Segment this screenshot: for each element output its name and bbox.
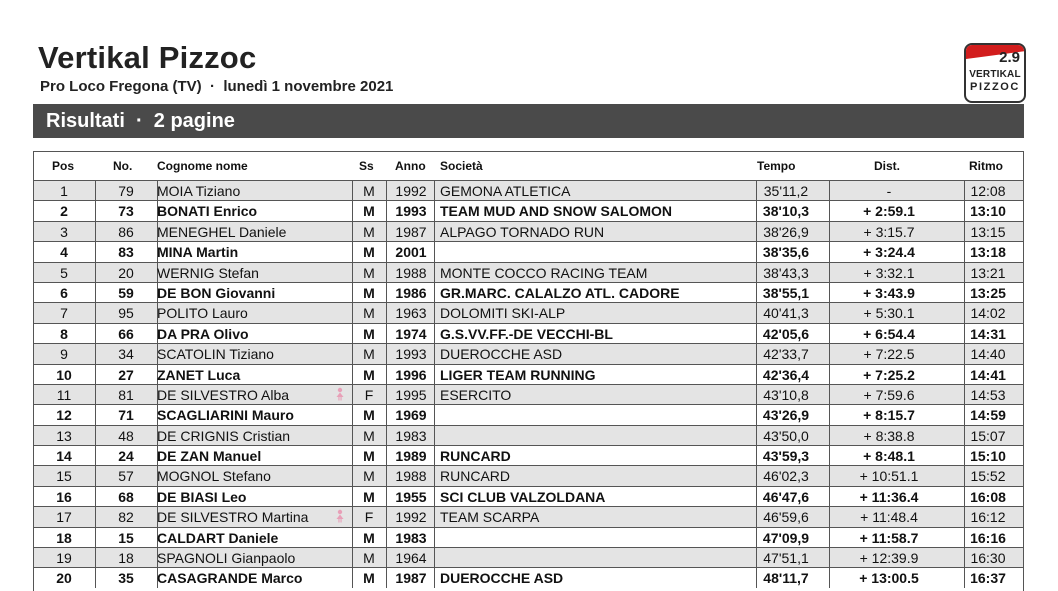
cell-gap: + 7:25.2 [863,366,915,383]
cell-sex: M [363,366,375,383]
cell-name: MENEGHEL Daniele [157,223,287,240]
cell-number: 18 [118,550,134,567]
cell-pace: 13:18 [970,244,1006,261]
cell-sex: M [363,264,375,281]
cell-year: 1983 [395,427,427,444]
col-pos: Pos [52,159,75,173]
results-table [33,151,1024,591]
cell-number: 24 [118,448,134,465]
column-divider [964,405,965,424]
table-row [34,527,1023,547]
table-row [34,445,1023,465]
column-divider [964,446,965,465]
cell-gap: + 8:38.8 [863,427,915,444]
column-divider [386,201,387,220]
column-divider [964,201,965,220]
cell-time: 43'10,8 [763,386,809,403]
cell-year: 1969 [395,407,427,424]
cell-pos: 5 [60,264,68,281]
cell-club: RUNCARD [440,468,510,485]
cell-time: 40'41,3 [763,305,809,322]
cell-number: 82 [118,509,134,526]
cell-sex: M [363,407,375,424]
table-row [34,343,1023,363]
table-row [34,465,1023,485]
column-divider [964,263,965,282]
cell-pace: 16:37 [970,570,1006,587]
cell-name: BONATI Enrico [157,203,258,220]
cell-number: 71 [118,407,134,424]
column-divider [964,466,965,485]
column-divider [434,283,435,302]
cell-pace: 15:07 [970,427,1006,444]
cell-name: SPAGNOLI Gianpaolo [157,550,296,567]
cell-pace: 14:53 [970,386,1006,403]
cell-gap: + 7:22.5 [863,346,915,363]
cell-pos: 7 [60,305,68,322]
cell-year: 1996 [395,366,427,383]
column-divider [386,344,387,363]
column-divider [964,344,965,363]
cell-number: 20 [118,264,134,281]
cell-pace: 15:10 [970,448,1006,465]
cell-pace: 16:30 [970,550,1006,567]
table-row [34,241,1023,261]
cell-year: 1987 [395,570,427,587]
cell-year: 1986 [395,284,427,301]
column-divider [386,487,387,506]
cell-sex: M [363,529,375,546]
cell-year: 1955 [395,488,427,505]
column-divider [352,426,353,445]
column-divider [352,385,353,404]
table-row [34,547,1023,567]
cell-gap: + 11:58.7 [859,529,919,546]
logo-word-vertikal: VERTIKAL [969,69,1021,80]
cell-time: 43'50,0 [763,427,809,444]
logo-word-pizzoc: PIZZOC [970,81,1020,93]
column-divider [386,283,387,302]
column-divider [352,303,353,322]
cell-gap: + 12:39.9 [859,550,919,567]
cell-gap: + 3:43.9 [863,284,915,301]
cell-gap: + 8:15.7 [863,407,915,424]
column-divider [352,568,353,587]
column-divider [386,426,387,445]
column-divider [352,528,353,547]
cell-pos: 12 [56,407,72,424]
cell-gap: + 5:30.1 [863,305,915,322]
section-bar: Risultati · 2 pagine [33,104,1024,138]
table-header [34,152,1023,180]
column-divider [434,222,435,241]
cell-year: 1988 [395,468,427,485]
cell-gap: + 6:54.4 [863,325,915,342]
cell-sex: F [364,509,374,526]
table-row [34,425,1023,445]
cell-time: 46'59,6 [763,509,809,526]
cell-club: DUEROCCHE ASD [440,346,563,363]
cell-name: WERNIG Stefan [157,264,259,281]
cell-name: MOGNOL Stefano [157,468,271,485]
cell-year: 1993 [395,203,427,220]
table-row [34,323,1023,343]
event-logo [964,43,1026,103]
cell-number: 73 [118,203,134,220]
cell-time: 35'11,2 [763,183,809,199]
cell-pos: 18 [56,529,72,546]
column-divider [964,385,965,404]
column-divider [434,487,435,506]
cell-number: 83 [118,244,134,261]
cell-pace: 16:12 [970,509,1006,526]
cell-number: 34 [118,346,134,363]
cell-year: 1987 [395,223,427,240]
cell-pos: 11 [56,386,72,403]
column-divider [386,324,387,343]
column-divider [434,324,435,343]
column-divider [964,303,965,322]
table-row [34,180,1023,200]
cell-time: 38'43,3 [763,264,809,281]
cell-name: POLITO Lauro [157,305,248,322]
cell-time: 42'33,7 [763,346,809,363]
cell-number: 95 [118,305,134,322]
col-club: Società [440,159,483,173]
column-divider [434,426,435,445]
cell-pace: 13:15 [970,223,1006,240]
cell-gap: + 13:00.5 [859,570,919,587]
cell-pos: 8 [60,325,68,342]
cell-year: 1964 [395,550,427,567]
column-divider [386,222,387,241]
cell-time: 47'51,1 [763,550,809,567]
cell-club: MONTE COCCO RACING TEAM [440,264,648,281]
cell-sex: M [363,448,375,465]
cell-pace: 12:08 [970,183,1006,199]
cell-club: LIGER TEAM RUNNING [440,366,596,383]
cell-number: 66 [118,325,134,342]
cell-gap: + 11:48.4 [860,509,918,526]
cell-club: TEAM SCARPA [440,509,540,526]
column-divider [386,446,387,465]
cell-pace: 13:25 [970,284,1006,301]
col-no: No. [113,159,133,173]
cell-name: DE CRIGNIS Cristian [157,427,291,444]
cell-number: 57 [118,468,134,485]
cell-club: GR.MARC. CALALZO ATL. CADORE [440,284,680,301]
cell-year: 1963 [395,305,427,322]
cell-pos: 1 [60,183,68,199]
cell-year: 1992 [395,183,427,199]
cell-sex: M [363,550,375,567]
cell-name: MINA Martin [157,244,239,261]
column-divider [352,242,353,261]
cell-time: 38'35,6 [762,244,810,261]
table-row [34,506,1023,526]
column-divider [964,181,965,200]
column-divider [352,222,353,241]
cell-name: DA PRA Olivo [157,325,249,342]
table-row [34,221,1023,241]
cell-pos: 14 [56,448,72,465]
column-divider [434,446,435,465]
cell-year: 1974 [395,325,427,342]
cell-time: 46'02,3 [763,468,809,485]
cell-time: 38'55,1 [762,284,810,301]
cell-name: SCAGLIARINI Mauro [157,407,294,424]
column-divider [352,181,353,200]
column-divider [434,263,435,282]
column-divider [434,181,435,200]
column-divider [964,548,965,567]
cell-gap: + 3:32.1 [863,264,915,281]
cell-time: 42'36,4 [762,366,810,383]
column-divider [386,466,387,485]
cell-gap: + 3:15.7 [863,223,915,240]
cell-pos: 17 [56,509,72,526]
table-row [34,364,1023,384]
cell-club: GEMONA ATLETICA [440,183,571,199]
cell-gap: + 7:59.6 [863,386,915,403]
column-divider [434,507,435,526]
cell-number: 27 [118,366,134,383]
column-divider [434,344,435,363]
page-title: Vertikal Pizzoc [38,40,257,75]
cell-name: CASAGRANDE Marco [157,570,303,587]
cell-time: 38'10,3 [762,203,810,220]
column-divider [386,365,387,384]
column-divider [434,466,435,485]
cell-pace: 15:52 [970,468,1006,485]
column-divider [386,405,387,424]
cell-sex: M [363,325,375,342]
cell-time: 46'47,6 [762,488,810,505]
cell-year: 1989 [395,448,427,465]
column-divider [434,365,435,384]
cell-year: 1988 [395,264,427,281]
column-divider [434,303,435,322]
column-divider [434,405,435,424]
cell-pace: 13:21 [970,264,1006,281]
cell-club: DOLOMITI SKI-ALP [440,305,566,322]
cell-sex: M [363,183,375,199]
column-divider [386,568,387,587]
cell-pos: 4 [60,244,68,261]
table-row [34,486,1023,506]
cell-time: 43'26,9 [762,407,810,424]
cell-number: 48 [118,427,134,444]
column-divider [434,385,435,404]
column-divider [964,324,965,343]
cell-sex: M [363,244,375,261]
cell-time: 38'26,9 [763,223,809,240]
cell-pace: 16:08 [970,488,1006,505]
column-divider [352,324,353,343]
table-body [34,180,1023,588]
cell-sex: M [363,223,375,240]
table-row [34,302,1023,322]
column-divider [964,426,965,445]
column-divider [434,568,435,587]
cell-pos: 2 [60,203,68,220]
cell-gap: - [886,183,892,199]
column-divider [434,201,435,220]
table-row [34,567,1023,587]
cell-year: 1993 [395,346,427,363]
cell-name: DE SILVESTRO Martina [157,509,309,526]
cell-gap: + 2:59.1 [863,203,915,220]
event-subtitle: Pro Loco Fregona (TV) · lunedì 1 novembre 2021 [40,78,394,95]
column-divider [964,507,965,526]
cell-name: DE BIASI Leo [157,488,247,505]
cell-number: 15 [118,529,134,546]
cell-year: 2001 [395,244,427,261]
column-divider [386,263,387,282]
column-divider [352,263,353,282]
col-year: Anno [395,159,426,173]
cell-sex: M [363,427,375,444]
cell-time: 43'59,3 [762,448,810,465]
cell-time: 42'05,6 [762,325,810,342]
cell-name: DE SILVESTRO Alba [157,386,290,403]
column-divider [434,528,435,547]
cell-gap: + 3:24.4 [863,244,915,261]
column-divider [964,528,965,547]
cell-name: DE BON Giovanni [157,284,276,301]
column-divider [352,344,353,363]
column-divider [352,283,353,302]
column-divider [964,283,965,302]
cell-sex: M [363,305,375,322]
cell-pace: 13:10 [970,203,1006,220]
column-divider [964,487,965,506]
cell-pos: 13 [56,427,72,444]
cell-sex: M [363,570,375,587]
column-divider [964,222,965,241]
column-divider [434,548,435,567]
cell-pos: 19 [56,550,72,567]
cell-pos: 10 [56,366,72,383]
cell-gap: + 8:48.1 [863,448,915,465]
table-row [34,200,1023,220]
cell-club: TEAM MUD AND SNOW SALOMON [440,203,673,220]
col-name: Cognome nome [157,159,248,173]
cell-pace: 16:16 [970,529,1006,546]
column-divider [352,466,353,485]
cell-gap: + 10:51.1 [859,468,919,485]
cell-sex: M [363,346,375,363]
cell-name: CALDART Daniele [157,529,279,546]
column-divider [352,405,353,424]
cell-year: 1995 [395,386,427,403]
column-divider [352,201,353,220]
cell-name: DE ZAN Manuel [157,448,262,465]
column-divider [964,365,965,384]
column-divider [352,446,353,465]
cell-pos: 20 [56,570,72,587]
female-icon [335,509,345,523]
column-divider [352,548,353,567]
column-divider [964,568,965,587]
cell-sex: M [363,284,375,301]
cell-number: 68 [118,488,134,505]
column-divider [434,242,435,261]
cell-number: 81 [118,386,134,403]
cell-name: SCATOLIN Tiziano [157,346,274,363]
cell-name: ZANET Luca [157,366,241,383]
column-divider [386,181,387,200]
table-row [34,262,1023,282]
column-divider [386,548,387,567]
cell-pos: 9 [60,346,68,363]
table-row [34,384,1023,404]
cell-number: 35 [118,570,134,587]
cell-club: DUEROCCHE ASD [440,570,564,587]
female-icon [335,387,345,401]
cell-number: 79 [118,183,134,199]
cell-club: ESERCITO [440,386,512,403]
cell-pace: 14:02 [970,305,1006,322]
cell-club: SCI CLUB VALZOLDANA [440,488,606,505]
logo-number: 2.9 [999,49,1020,66]
col-time: Tempo [757,159,796,173]
column-divider [386,303,387,322]
column-divider [352,507,353,526]
column-divider [386,528,387,547]
column-divider [386,385,387,404]
cell-gap: + 11:36.4 [859,488,919,505]
cell-pos: 6 [60,284,68,301]
cell-club: G.S.VV.FF.-DE VECCHI-BL [440,325,613,342]
cell-club: RUNCARD [440,448,511,465]
cell-time: 48'11,7 [763,570,809,587]
col-sex: Ss [359,159,374,173]
cell-sex: M [363,488,375,505]
column-divider [352,487,353,506]
cell-year: 1983 [395,529,427,546]
column-divider [386,242,387,261]
col-gap: Dist. [874,159,901,173]
cell-club: ALPAGO TORNADO RUN [440,223,605,240]
cell-pace: 14:59 [970,407,1006,424]
table-row [34,404,1023,424]
table-row [34,282,1023,302]
column-divider [352,365,353,384]
cell-name: MOIA Tiziano [157,183,241,199]
cell-number: 59 [118,284,134,301]
cell-pos: 3 [60,223,68,240]
cell-pace: 14:41 [970,366,1006,383]
column-divider [964,242,965,261]
column-divider [386,507,387,526]
cell-pace: 14:31 [970,325,1006,342]
cell-sex: M [363,203,375,220]
cell-time: 47'09,9 [762,529,810,546]
cell-pos: 15 [56,468,72,485]
cell-year: 1992 [395,509,427,526]
col-pace: Ritmo [969,159,1003,173]
cell-sex: M [363,468,375,485]
cell-pos: 16 [56,488,72,505]
cell-pace: 14:40 [970,346,1006,363]
cell-number: 86 [118,223,134,240]
cell-sex: F [364,386,374,403]
